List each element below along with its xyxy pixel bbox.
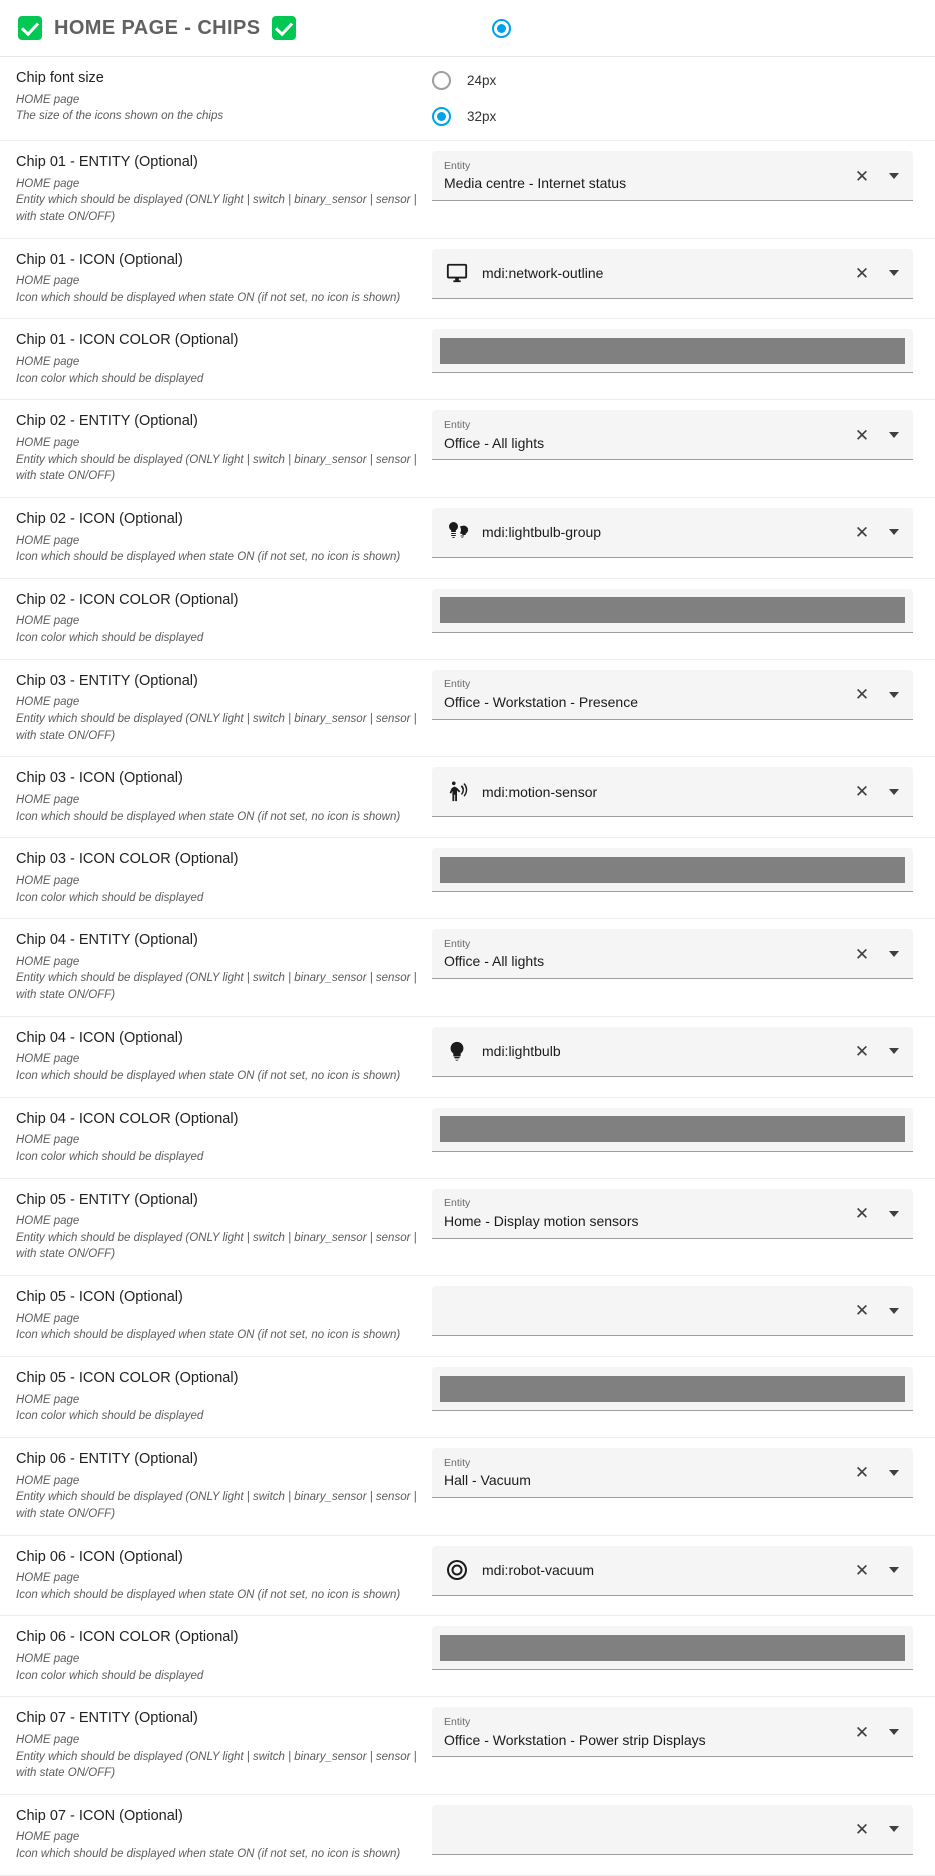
row-title: Chip 07 - ICON (Optional) — [16, 1807, 183, 1824]
clear-icon[interactable]: ✕ — [854, 263, 870, 283]
field-actions — [851, 781, 905, 803]
font-size-option-32[interactable] — [432, 107, 913, 126]
icon-select-field[interactable] — [432, 767, 913, 817]
row-description: Icon color which should be displayed — [16, 891, 204, 904]
row-page-label: HOME page — [16, 1312, 80, 1325]
clear-icon[interactable]: ✕ — [854, 1204, 870, 1224]
settings-row — [0, 579, 935, 660]
row-page-label: HOME page — [16, 1653, 80, 1665]
color-swatch[interactable] — [440, 1116, 905, 1142]
row-page-label: HOME page — [16, 356, 80, 369]
color-picker-field[interactable] — [432, 1626, 913, 1670]
row-labels — [0, 579, 432, 659]
row-title: Chip 02 - ICON COLOR (Optional) — [16, 591, 239, 608]
row-title: Chip 06 - ICON COLOR (Optional) — [16, 1629, 239, 1646]
row-description: Icon which should be displayed when state ON (if not set, no icon is shown) — [16, 1329, 401, 1342]
field-value[interactable]: Hall - Vacuum — [444, 1472, 531, 1489]
chevron-down-icon[interactable] — [883, 1818, 905, 1840]
field-value[interactable]: Office - All lights — [444, 434, 545, 451]
settings-row — [0, 1536, 935, 1617]
row-description: Icon color which should be displayed — [16, 372, 204, 385]
row-control — [432, 1017, 935, 1087]
settings-row — [0, 1357, 935, 1438]
chip-font-size-page: HOME page — [16, 93, 80, 106]
settings-row — [0, 1017, 935, 1098]
row-page-label: HOME page — [16, 1733, 80, 1746]
settings-row — [0, 838, 935, 919]
field-actions — [851, 165, 905, 187]
color-picker-field[interactable] — [432, 329, 913, 373]
radio-32px-label: 32px — [467, 109, 497, 124]
icon-placeholder — [444, 1816, 470, 1842]
clear-icon[interactable]: ✕ — [854, 1560, 870, 1580]
row-page-label: HOME page — [16, 1053, 80, 1066]
row-description: Entity which should be displayed (ONLY light | switch | binary_sensor | sensor | with state ON/OFF) — [16, 453, 417, 483]
font-size-option-24[interactable] — [432, 71, 913, 90]
color-picker-field[interactable] — [432, 589, 913, 633]
chevron-down-icon[interactable] — [883, 781, 905, 803]
row-control — [432, 1357, 935, 1421]
field-body — [444, 1716, 843, 1749]
row-page-label: HOME page — [16, 696, 80, 709]
chevron-down-icon[interactable] — [883, 1721, 905, 1743]
row-control — [432, 919, 935, 989]
field-actions — [851, 1721, 905, 1743]
row-control — [432, 1697, 935, 1767]
row-title: Chip 05 - ENTITY (Optional) — [16, 1191, 198, 1208]
settings-row — [0, 1795, 935, 1876]
row-description: Icon which should be displayed when state ON (if not set, no icon is shown) — [16, 1069, 401, 1082]
clear-icon[interactable]: ✕ — [854, 782, 870, 802]
motion-sensor-icon — [444, 779, 470, 805]
chip-font-size-title: Chip font size — [16, 70, 104, 86]
field-caption: Entity — [444, 937, 471, 950]
field-body — [444, 938, 843, 971]
field-value[interactable]: Home - Display motion sensors — [444, 1212, 639, 1229]
row-title: Chip 04 - ENTITY (Optional) — [16, 932, 198, 949]
row-labels — [0, 1098, 432, 1178]
chip-font-size-labels — [0, 57, 432, 137]
row-labels — [0, 919, 432, 1016]
row-control — [432, 579, 935, 643]
row-description: Icon color which should be displayed — [16, 1410, 204, 1423]
color-picker-field[interactable] — [432, 848, 913, 892]
robot-vacuum-icon — [444, 1557, 470, 1583]
field-value[interactable]: mdi:network-outline — [482, 264, 604, 281]
row-title: Chip 05 - ICON COLOR (Optional) — [16, 1370, 239, 1387]
chevron-down-icon[interactable] — [883, 1559, 905, 1581]
row-labels — [0, 1697, 432, 1794]
row-description: Entity which should be displayed (ONLY light | switch | binary_sensor | sensor | with state ON/OFF) — [16, 972, 417, 1002]
field-body — [482, 1042, 843, 1060]
clear-icon[interactable]: ✕ — [854, 1041, 870, 1061]
row-description: Icon which should be displayed when state ON (if not set, no icon is shown) — [16, 1848, 401, 1861]
field-actions — [851, 521, 905, 543]
row-page-label: HOME page — [16, 177, 80, 190]
entity-select-field[interactable] — [432, 1707, 913, 1757]
field-actions — [851, 424, 905, 446]
field-value[interactable]: Office - Workstation - Power strip Displays — [444, 1731, 706, 1748]
row-control — [432, 239, 935, 309]
row-labels — [0, 660, 432, 757]
row-labels — [0, 757, 432, 837]
field-caption: Entity — [444, 1456, 471, 1469]
icon-select-field[interactable] — [432, 1027, 913, 1077]
row-labels — [0, 141, 432, 238]
field-actions — [851, 943, 905, 965]
row-labels — [0, 319, 432, 399]
row-control — [432, 141, 935, 211]
field-caption: Entity — [444, 419, 471, 431]
row-page-label: HOME page — [16, 1474, 80, 1487]
field-value[interactable]: mdi:lightbulb — [482, 1043, 561, 1060]
chevron-down-icon[interactable] — [883, 1203, 905, 1225]
row-title: Chip 01 - ENTITY (Optional) — [16, 154, 198, 170]
settings-row — [0, 757, 935, 838]
clear-icon[interactable]: ✕ — [854, 166, 870, 186]
entity-select-field[interactable] — [432, 1448, 913, 1498]
row-labels — [0, 1438, 432, 1535]
row-control — [432, 757, 935, 827]
settings-row — [0, 660, 935, 758]
settings-row — [0, 239, 935, 320]
row-page-label: HOME page — [16, 1215, 80, 1228]
field-body — [444, 1197, 843, 1230]
row-labels — [0, 400, 432, 497]
field-body — [482, 783, 843, 801]
chevron-down-icon[interactable] — [883, 1300, 905, 1322]
icon-placeholder — [444, 1298, 470, 1324]
field-body — [444, 678, 843, 711]
field-value[interactable]: mdi:motion-sensor — [482, 783, 598, 800]
field-value[interactable]: mdi:robot-vacuum — [482, 1561, 595, 1578]
row-labels — [0, 1616, 432, 1696]
row-title: Chip 04 - ICON (Optional) — [16, 1029, 183, 1046]
row-title: Chip 06 - ICON (Optional) — [16, 1548, 183, 1565]
row-labels — [0, 1795, 432, 1875]
row-description: Icon color which should be displayed — [16, 1150, 204, 1163]
settings-row — [0, 1616, 935, 1697]
field-body — [444, 1457, 843, 1490]
row-page-label: HOME page — [16, 1393, 80, 1406]
page-header — [0, 0, 935, 57]
row-labels — [0, 1276, 432, 1356]
field-actions — [851, 1818, 905, 1840]
row-description: Icon color which should be displayed — [16, 632, 204, 645]
row-control — [432, 1438, 935, 1508]
clear-icon[interactable]: ✕ — [854, 425, 870, 445]
chevron-down-icon[interactable] — [883, 684, 905, 706]
color-picker-field[interactable] — [432, 1108, 913, 1152]
row-title: Chip 01 - ICON (Optional) — [16, 251, 183, 268]
row-control — [432, 1616, 935, 1680]
row-description: Entity which should be displayed (ONLY light | switch | binary_sensor | sensor | with state ON/OFF) — [16, 713, 417, 742]
header-radio[interactable] — [492, 19, 511, 38]
radio-24px-label: 24px — [467, 73, 497, 88]
header-radio-wrap — [492, 19, 511, 38]
chevron-down-icon[interactable] — [883, 424, 905, 446]
row-page-label: HOME page — [16, 793, 80, 806]
entity-select-field[interactable] — [432, 151, 913, 201]
icon-select-field[interactable] — [432, 508, 913, 558]
row-control — [432, 1276, 935, 1346]
row-page-label: HOME page — [16, 534, 80, 547]
clear-icon[interactable]: ✕ — [854, 1722, 870, 1742]
clear-icon[interactable]: ✕ — [854, 1819, 870, 1839]
chip-font-size-row — [0, 57, 935, 141]
row-description: Entity which should be displayed (ONLY light | switch | binary_sensor | sensor | with state ON/OFF) — [16, 194, 417, 223]
chip-font-size-options — [432, 57, 935, 140]
row-description: Icon which should be displayed when state ON (if not set, no icon is shown) — [16, 291, 401, 304]
field-actions — [851, 1203, 905, 1225]
row-title: Chip 01 - ICON COLOR (Optional) — [16, 332, 239, 349]
settings-row — [0, 400, 935, 498]
settings-rows — [0, 141, 935, 1876]
settings-row — [0, 1697, 935, 1795]
field-caption: Entity — [444, 1197, 471, 1210]
field-actions — [851, 262, 905, 284]
row-labels — [0, 1017, 432, 1097]
row-page-label: HOME page — [16, 275, 80, 288]
row-labels — [0, 838, 432, 918]
chevron-down-icon[interactable] — [883, 262, 905, 284]
field-body — [482, 1561, 843, 1579]
row-control — [432, 498, 935, 568]
row-description: Icon which should be displayed when state ON (if not set, no icon is shown) — [16, 810, 401, 823]
radio-24px[interactable] — [432, 71, 451, 90]
chevron-down-icon[interactable] — [883, 1040, 905, 1062]
header-checkbox-right[interactable] — [272, 16, 296, 40]
row-control — [432, 1098, 935, 1162]
row-title: Chip 04 - ICON COLOR (Optional) — [16, 1110, 239, 1127]
icon-select-field[interactable] — [432, 249, 913, 299]
settings-row — [0, 1438, 935, 1536]
settings-row — [0, 1098, 935, 1179]
icon-select-field[interactable] — [432, 1805, 913, 1855]
row-title: Chip 03 - ICON (Optional) — [16, 770, 183, 787]
color-swatch[interactable] — [440, 857, 905, 883]
row-description: Entity which should be displayed (ONLY light | switch | binary_sensor | sensor | with state ON/OFF) — [16, 1750, 417, 1780]
chevron-down-icon[interactable] — [883, 521, 905, 543]
row-title: Chip 05 - ICON (Optional) — [16, 1289, 183, 1306]
row-title: Chip 03 - ICON COLOR (Optional) — [16, 851, 239, 868]
row-labels — [0, 239, 432, 319]
field-body — [444, 419, 843, 452]
field-actions — [851, 684, 905, 706]
row-control — [432, 838, 935, 902]
lightbulb-icon — [444, 1038, 470, 1064]
settings-row — [0, 498, 935, 579]
chevron-down-icon[interactable] — [883, 943, 905, 965]
clear-icon[interactable]: ✕ — [854, 1301, 870, 1321]
row-control — [432, 1179, 935, 1249]
field-value[interactable]: mdi:lightbulb-group — [482, 524, 602, 541]
field-value[interactable]: Office - Workstation - Presence — [444, 693, 638, 710]
row-page-label: HOME page — [16, 615, 80, 628]
row-description: Icon which should be displayed when state ON (if not set, no icon is shown) — [16, 1588, 401, 1601]
color-swatch[interactable] — [440, 338, 905, 364]
field-body — [444, 160, 843, 193]
field-body — [482, 523, 843, 541]
monitor-icon — [444, 260, 470, 286]
chevron-down-icon[interactable] — [883, 165, 905, 187]
row-description: Icon which should be displayed when state ON (if not set, no icon is shown) — [16, 551, 401, 564]
icon-select-field[interactable] — [432, 1546, 913, 1596]
row-labels — [0, 498, 432, 578]
entity-select-field[interactable] — [432, 670, 913, 720]
field-value[interactable]: Media centre - Internet status — [444, 175, 627, 192]
field-body — [482, 264, 843, 282]
field-caption: Entity — [444, 678, 471, 691]
row-title: Chip 02 - ENTITY (Optional) — [16, 413, 198, 430]
row-description: Icon color which should be displayed — [16, 1669, 204, 1682]
clear-icon[interactable]: ✕ — [854, 522, 870, 542]
chip-font-size-description: The size of the icons shown on the chips — [16, 110, 224, 123]
clear-icon[interactable]: ✕ — [854, 1463, 870, 1483]
page-title: HOME PAGE - CHIPS — [54, 16, 261, 39]
clear-icon[interactable]: ✕ — [854, 685, 870, 705]
settings-row — [0, 141, 935, 239]
color-picker-field[interactable] — [432, 1367, 913, 1411]
row-title: Chip 03 - ENTITY (Optional) — [16, 672, 198, 689]
row-title: Chip 07 - ENTITY (Optional) — [16, 1710, 198, 1727]
field-caption: Entity — [444, 159, 471, 172]
row-control — [432, 400, 935, 470]
row-control — [432, 1795, 935, 1865]
row-labels — [0, 1179, 432, 1276]
field-value[interactable]: Office - All lights — [444, 953, 545, 970]
row-page-label: HOME page — [16, 436, 80, 449]
field-actions — [851, 1559, 905, 1581]
settings-row — [0, 319, 935, 400]
color-swatch[interactable] — [440, 1635, 905, 1661]
row-page-label: HOME page — [16, 1134, 80, 1147]
field-caption: Entity — [444, 1715, 471, 1728]
radio-32px[interactable] — [432, 107, 451, 126]
icon-select-field[interactable] — [432, 1286, 913, 1336]
row-control — [432, 1536, 935, 1606]
entity-select-field[interactable] — [432, 410, 913, 460]
row-page-label: HOME page — [16, 1572, 80, 1585]
row-control — [432, 660, 935, 730]
entity-select-field[interactable] — [432, 929, 913, 979]
row-control — [432, 319, 935, 383]
row-labels — [0, 1536, 432, 1616]
row-page-label: HOME page — [16, 1831, 80, 1844]
row-description: Entity which should be displayed (ONLY light | switch | binary_sensor | sensor | with state ON/OFF) — [16, 1231, 417, 1261]
lightbulb-group-icon — [444, 519, 470, 545]
row-title: Chip 06 - ENTITY (Optional) — [16, 1450, 198, 1467]
row-labels — [0, 1357, 432, 1437]
header-checkbox-left[interactable] — [18, 16, 42, 40]
color-swatch[interactable] — [440, 597, 905, 623]
field-actions — [851, 1300, 905, 1322]
row-title: Chip 02 - ICON (Optional) — [16, 510, 183, 527]
settings-row — [0, 1179, 935, 1277]
settings-row — [0, 1276, 935, 1357]
chevron-down-icon[interactable] — [883, 1462, 905, 1484]
row-page-label: HOME page — [16, 874, 80, 887]
field-actions — [851, 1462, 905, 1484]
row-description: Entity which should be displayed (ONLY light | switch | binary_sensor | sensor | with state ON/OFF) — [16, 1491, 417, 1520]
entity-select-field[interactable] — [432, 1189, 913, 1239]
color-swatch[interactable] — [440, 1376, 905, 1402]
field-actions — [851, 1040, 905, 1062]
settings-row — [0, 919, 935, 1017]
clear-icon[interactable]: ✕ — [854, 944, 870, 964]
row-page-label: HOME page — [16, 955, 80, 968]
